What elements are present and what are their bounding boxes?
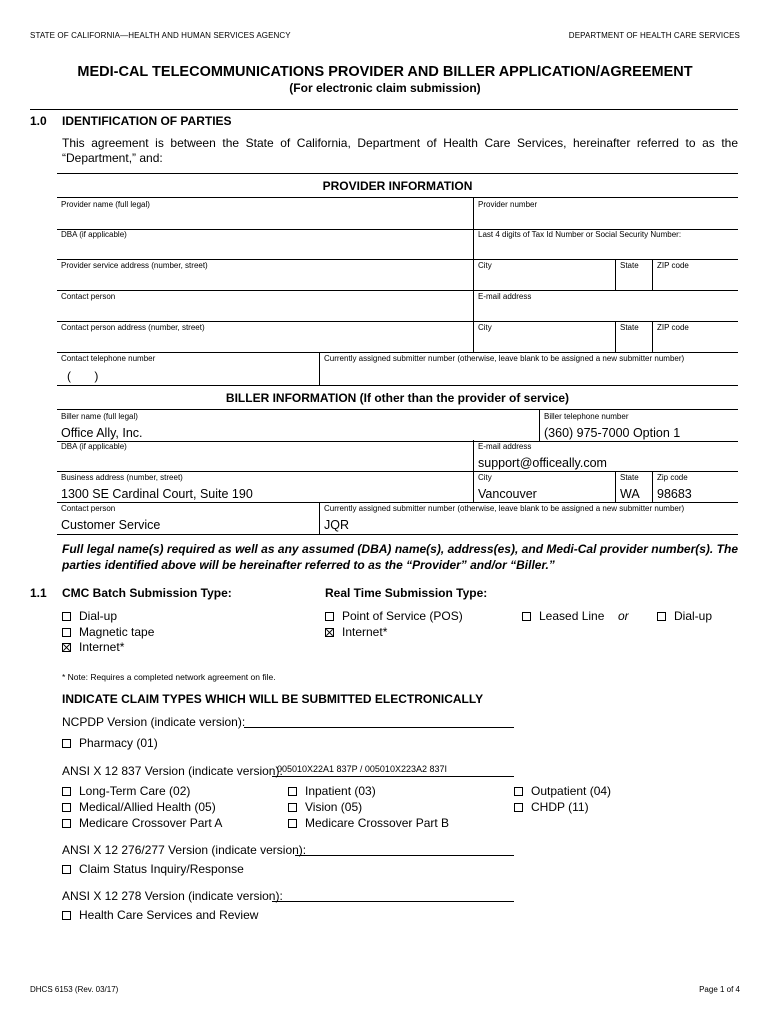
header-cap: C — [673, 31, 680, 40]
header-cap: S — [30, 31, 36, 40]
field-label: City — [478, 323, 492, 332]
claim-type-option[interactable] — [288, 816, 449, 830]
option-label: Pharmacy (01) — [79, 736, 158, 750]
field-label: DBA (if applicable) — [61, 230, 127, 239]
field-label: State — [620, 473, 639, 482]
provider-dba-field[interactable] — [57, 228, 473, 259]
header-text: ERVICES — [704, 31, 740, 40]
ansi276-label: ANSI X 12 276/277 Version (indicate version): — [62, 843, 307, 857]
checkbox[interactable] — [62, 865, 71, 874]
field-label: Contact telephone number — [61, 354, 156, 363]
header-text: EALTH AND — [134, 31, 182, 40]
section-number: 1.1 — [30, 586, 47, 600]
provider-row-address — [57, 259, 738, 291]
provider-tax-id-field[interactable] — [473, 228, 738, 259]
header-agency — [30, 31, 291, 40]
header-text: ALIFORNIA — [76, 31, 121, 40]
legal-names-note: Full legal name(s) required as well as any assumed (DBA) name(s), address(es), and Medi-Cal provider number(s). The parties identified above will be hereinafter referred to as the “Provider” and/or “Biller.” — [62, 542, 738, 572]
option-label: Leased Line — [539, 609, 605, 623]
field-label: ZIP code — [657, 323, 689, 332]
header-department — [569, 31, 740, 40]
section-number: 1.0 — [30, 114, 47, 128]
header-cap: —H — [120, 31, 135, 40]
field-label: E-mail address — [478, 442, 532, 451]
parties-form — [57, 173, 738, 543]
section-title: IDENTIFICATION OF PARTIES — [62, 114, 232, 128]
option-label: Dial-up — [674, 609, 713, 623]
contact-zip-field[interactable] — [652, 321, 738, 352]
option-label: Magnetic tape — [79, 624, 155, 639]
checkbox[interactable] — [62, 739, 71, 748]
checkbox[interactable] — [62, 787, 71, 796]
header-cap: A — [256, 31, 262, 40]
ansi278-version-input[interactable] — [272, 901, 514, 902]
phone-parens: ( ) — [67, 369, 99, 383]
header-cap: D — [568, 31, 575, 40]
biller-state-value: WA — [620, 487, 640, 501]
field-label: Currently assigned submitter number (otherwise, leave blank to be assigned a new submitter number) — [324, 504, 685, 513]
field-label: E-mail address — [478, 292, 532, 301]
biller-phone-value: (360) 975-7000 Option 1 — [544, 426, 681, 440]
biller-submitter-value: JQR — [324, 518, 349, 532]
realtime-option[interactable] — [325, 625, 387, 639]
ncpdp-version-input[interactable] — [244, 727, 514, 728]
checkbox[interactable] — [62, 628, 71, 637]
provider-address-field[interactable] — [57, 259, 473, 290]
provider-row-phone — [57, 352, 738, 385]
hcsr-option[interactable] — [62, 908, 258, 922]
biller-row-dba — [57, 440, 738, 472]
biller-city-value: Vancouver — [478, 487, 537, 501]
realtime-submission-title: Real Time Submission Type: — [325, 586, 488, 600]
header-text: TATE OF — [35, 31, 72, 40]
checkbox[interactable] — [288, 787, 297, 796]
checkbox[interactable] — [288, 803, 297, 812]
checkbox[interactable] — [62, 819, 71, 828]
network-note: * Note: Requires a completed network agreement on file. — [62, 672, 276, 682]
checkbox[interactable] — [62, 911, 71, 920]
claim-type-option[interactable] — [62, 800, 216, 814]
checkbox[interactable] — [522, 612, 531, 621]
field-label: Biller name (full legal) — [61, 412, 138, 421]
realtime-dialup-option[interactable] — [657, 609, 712, 623]
biller-zip-field[interactable] — [652, 471, 738, 502]
biller-contact-field[interactable] — [57, 502, 319, 534]
batch-submission-title: CMC Batch Submission Type: — [62, 586, 232, 600]
header-text: UMAN — [187, 31, 214, 40]
biller-row-address — [57, 471, 738, 503]
field-label: Biller telephone number — [544, 412, 629, 421]
option-label: Medical/Allied Health (05) — [79, 800, 216, 814]
option-label: Dial-up — [79, 609, 118, 623]
ansi837-version-value: 005010X22A1 837P / 005010X223A2 837I — [277, 764, 447, 774]
header-text: EPARTMENT OF — [574, 31, 640, 40]
biller-row-name — [57, 409, 738, 442]
field-label: State — [620, 323, 639, 332]
form-id: DHCS 6153 (Rev. 03/17) — [30, 985, 119, 994]
batch-option[interactable] — [62, 640, 124, 654]
biller-dba-field[interactable] — [57, 440, 473, 471]
provider-row-dba — [57, 228, 738, 260]
contact-state-field[interactable] — [615, 321, 652, 352]
pharmacy-option[interactable] — [62, 736, 158, 750]
option-label: CHDP (11) — [531, 800, 589, 814]
form-subtitle: (For electronic claim submission) — [289, 81, 481, 95]
biller-name-field[interactable] — [57, 410, 539, 441]
option-label: Medicare Crossover Part A — [79, 816, 223, 830]
field-label: Contact person address (number, street) — [61, 323, 205, 332]
header-cap: S — [213, 31, 219, 40]
option-label: Internet* — [79, 640, 125, 654]
field-label: City — [478, 261, 492, 270]
field-label: Contact person — [61, 292, 116, 301]
ncpdp-label: NCPDP Version (indicate version): — [62, 715, 246, 729]
header-cap: H — [640, 31, 646, 40]
checkbox[interactable] — [657, 612, 666, 621]
page-number: Page 1 of 4 — [699, 985, 740, 994]
field-label: Contact person — [61, 504, 116, 513]
header-text: ERVICES — [218, 31, 257, 40]
checkbox[interactable] — [288, 819, 297, 828]
biller-phone-field[interactable] — [539, 410, 738, 441]
option-label: Long-Term Care (02) — [79, 784, 191, 798]
checkbox[interactable] — [514, 803, 523, 812]
biller-name-value: Office Ally, Inc. — [61, 426, 143, 440]
biller-state-field[interactable] — [615, 471, 652, 502]
ansi276-version-input[interactable] — [295, 855, 514, 856]
field-label: Zip code — [657, 473, 688, 482]
biller-city-field[interactable] — [473, 471, 615, 502]
provider-contact-field[interactable] — [57, 290, 473, 321]
claim-type-option[interactable] — [514, 784, 611, 798]
checkbox[interactable] — [325, 612, 334, 621]
header-text: GENCY — [261, 31, 291, 40]
field-label: City — [478, 473, 492, 482]
header-cap: H — [181, 31, 188, 40]
claim-types-heading: INDICATE CLAIM TYPES WHICH WILL BE SUBMITTED ELECTRONICALLY — [62, 692, 484, 706]
field-label: DBA (if applicable) — [61, 442, 127, 451]
contact-phone-field[interactable] — [57, 352, 319, 385]
or-text: or — [618, 609, 629, 623]
title-rule — [30, 109, 738, 110]
claim-type-option[interactable] — [62, 784, 190, 798]
form-top-rule — [57, 173, 738, 174]
biller-info-heading: BILLER INFORMATION (If other than the provider of service) — [225, 391, 570, 405]
claim-type-option[interactable] — [288, 800, 362, 814]
provider-row-contact-address — [57, 321, 738, 353]
provider-zip-field[interactable] — [652, 259, 738, 290]
checkbox[interactable] — [62, 803, 71, 812]
provider-email-field[interactable] — [473, 290, 738, 321]
field-label: Currently assigned submitter number (otherwise, leave blank to be assigned a new submitter number) — [324, 354, 685, 363]
field-label: ZIP code — [657, 261, 689, 270]
claim-status-option[interactable] — [62, 862, 244, 876]
option-label: Claim Status Inquiry/Response — [79, 862, 244, 876]
option-label: Internet* — [342, 624, 388, 639]
intro-paragraph: This agreement is between the State of California, Department of Health Care Services, hereinafter referred to as the “Department,” and: — [62, 136, 738, 165]
ansi837-version-input[interactable] — [272, 776, 514, 777]
field-label: State — [620, 261, 639, 270]
field-label: Provider number — [478, 200, 538, 209]
ansi278-label: ANSI X 12 278 Version (indicate version): — [62, 889, 283, 903]
biller-email-field[interactable] — [473, 440, 738, 471]
biller-address-value: 1300 SE Cardinal Court, Suite 190 — [61, 487, 253, 501]
checkbox[interactable] — [62, 612, 71, 621]
header-text: EALTH — [645, 31, 674, 40]
option-label: Health Care Services and Review — [79, 908, 259, 922]
checked-checkbox[interactable] — [62, 643, 71, 652]
contact-city-field[interactable] — [473, 321, 615, 352]
claim-type-option[interactable] — [288, 784, 376, 798]
batch-option[interactable] — [62, 625, 154, 639]
provider-state-field[interactable] — [615, 259, 652, 290]
provider-row-contact — [57, 290, 738, 322]
claim-type-option[interactable] — [514, 800, 589, 814]
biller-top-rule — [57, 385, 738, 386]
provider-info-heading: PROVIDER INFORMATION — [322, 179, 473, 193]
biller-contact-value: Customer Service — [61, 518, 161, 532]
option-label: Vision (05) — [305, 800, 363, 814]
biller-address-field[interactable] — [57, 471, 473, 502]
provider-submitter-field[interactable] — [319, 352, 738, 385]
biller-row-contact — [57, 502, 738, 535]
claim-type-option[interactable] — [62, 816, 222, 830]
field-label: Business address (number, street) — [61, 473, 183, 482]
realtime-option[interactable] — [325, 609, 463, 623]
ansi837-label: ANSI X 12 837 Version (indicate version): — [62, 764, 283, 778]
biller-submitter-field[interactable] — [319, 502, 738, 534]
option-label: Inpatient (03) — [305, 784, 376, 798]
header-cap: C — [71, 31, 77, 40]
option-label: Point of Service (POS) — [342, 609, 463, 623]
field-label: Provider service address (number, street) — [61, 261, 208, 270]
checked-checkbox[interactable] — [325, 628, 334, 637]
provider-row-name — [57, 197, 738, 230]
batch-option[interactable] — [62, 609, 117, 623]
provider-city-field[interactable] — [473, 259, 615, 290]
biller-zip-value: 98683 — [657, 487, 692, 501]
header-cap: S — [698, 31, 705, 40]
field-label: Last 4 digits of Tax Id Number or Social Security Number: — [478, 230, 682, 239]
provider-number-field[interactable] — [473, 198, 738, 229]
form-title: MEDI-CAL TELECOMMUNICATIONS PROVIDER AND BILLER APPLICATION/AGREEMENT — [77, 64, 693, 80]
leased-line-option[interactable] — [522, 609, 604, 623]
provider-name-field[interactable] — [57, 198, 473, 229]
option-label: Outpatient (04) — [531, 784, 612, 798]
contact-address-field[interactable] — [57, 321, 473, 352]
checkbox[interactable] — [514, 787, 523, 796]
header-text: ARE — [679, 31, 699, 40]
biller-email-value: support@officeally.com — [478, 456, 607, 470]
option-label: Medicare Crossover Part B — [305, 816, 450, 830]
field-label: Provider name (full legal) — [61, 200, 150, 209]
